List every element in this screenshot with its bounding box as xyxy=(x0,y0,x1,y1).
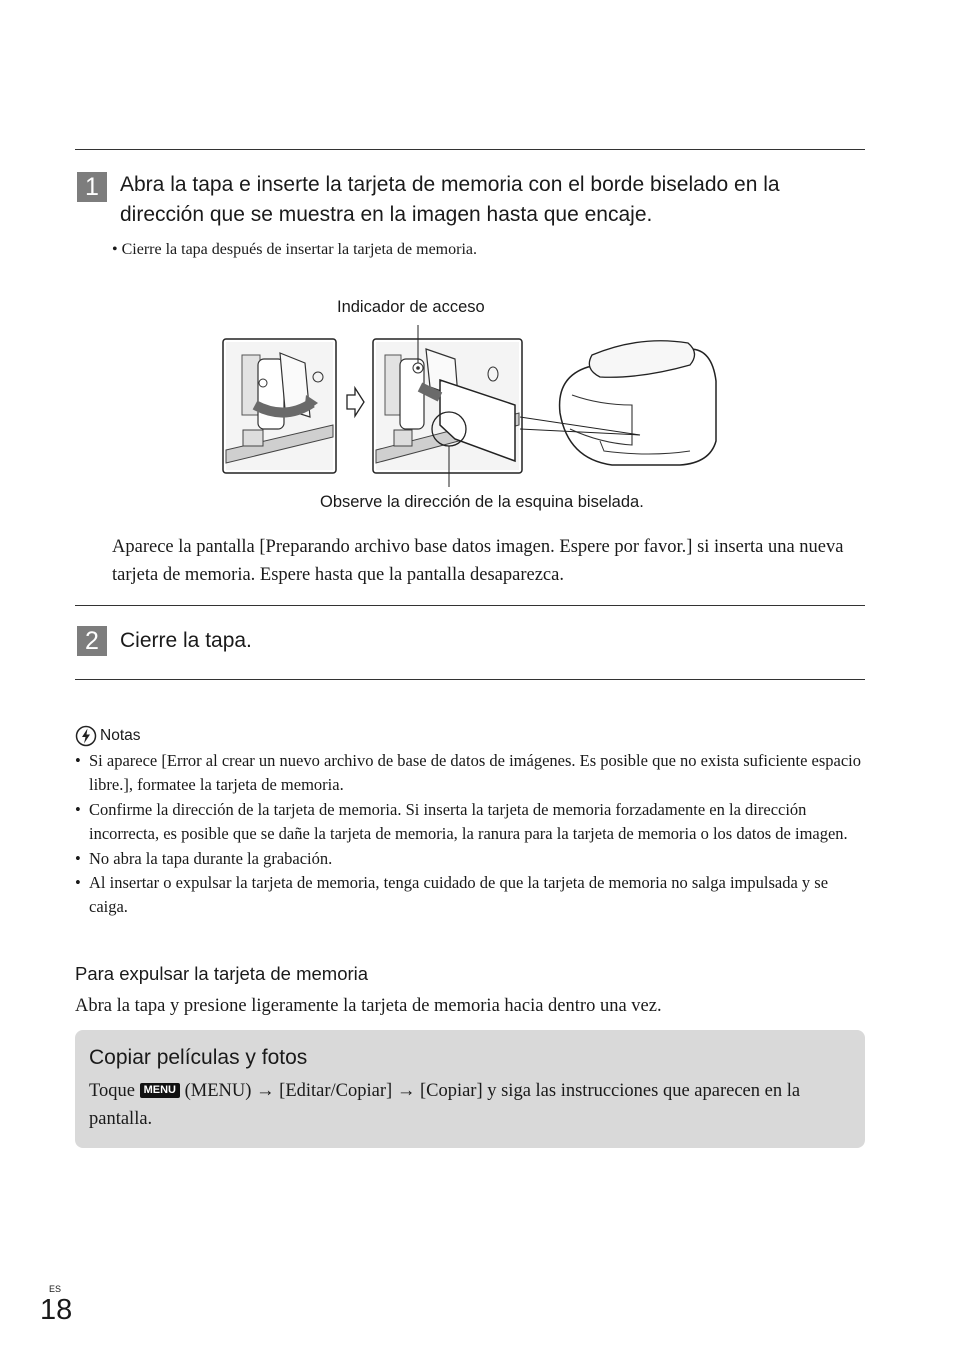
step-2-text: Cierre la tapa. xyxy=(120,629,252,652)
step-1-paragraph: Aparece la pantalla [Preparando archivo base datos imagen. Espere por favor.] si inserta una nueva tarjeta de memoria. Espere hasta que la pantalla desaparezca. xyxy=(112,537,844,585)
note-item: • No abra la tapa durante la grabación. xyxy=(75,847,865,871)
step-2-badge: 2 xyxy=(77,626,107,656)
step-1-bullet xyxy=(112,239,477,261)
step-1-text xyxy=(120,170,780,230)
step-2-rule xyxy=(75,605,865,606)
figure-label-access-indicator: Indicador de acceso xyxy=(337,298,485,316)
panel-insert-card xyxy=(373,339,522,473)
camcorder-illustration xyxy=(520,341,716,465)
copy-text-suffix: [Copiar] y siga las instrucciones que aparecen en la pantalla. xyxy=(89,1081,801,1129)
copy-box-title: Copiar películas y fotos xyxy=(89,1046,308,1069)
copy-text-menu: (MENU) xyxy=(184,1081,252,1101)
copy-text-edit: [Editar/Copiar] xyxy=(279,1081,393,1101)
note-item: • Si aparece [Error al crear un nuevo archivo de base de datos de imágenes. Es posible que no exista suficiente espacio libre.], formatee la tarjeta de memoria. xyxy=(75,749,865,798)
notes-list xyxy=(75,749,865,920)
arrow-right-icon: → xyxy=(396,1081,416,1101)
figure-label-bevel: Observe la dirección de la esquina biselada. xyxy=(320,493,644,511)
note-item: • Al insertar o expulsar la tarjeta de memoria, tenga cuidado de que la tarjeta de memoria no salga impulsada y se caiga. xyxy=(75,871,865,920)
step-1-line-1: Abra la tapa e inserte la tarjeta de memoria con el borde biselado en la xyxy=(120,173,780,196)
copy-text-prefix: Toque xyxy=(89,1081,135,1101)
caution-icon xyxy=(75,725,97,747)
bullet-dot: • xyxy=(112,241,118,258)
menu-icon: MENU xyxy=(140,1083,180,1098)
note-item: • Confirme la dirección de la tarjeta de memoria. Si inserta la tarjeta de memoria forzadamente en la dirección incorrecta, es posible que se dañe la tarjeta de memoria, la ranura para la tarjeta de memoria o los datos de imagen. xyxy=(75,798,865,847)
top-rule xyxy=(75,149,865,150)
arrow-right-icon: → xyxy=(256,1081,275,1101)
step-1-badge: 1 xyxy=(77,172,107,202)
notes-heading-text: Notas xyxy=(100,727,141,744)
eject-heading: Para expulsar la tarjeta de memoria xyxy=(75,963,369,984)
panel-cover-open xyxy=(223,339,336,473)
notes-heading xyxy=(75,724,141,748)
copy-box-text xyxy=(89,1077,854,1133)
step-2-bottom-rule xyxy=(75,679,865,680)
step-1-bullet-text: Cierre la tapa después de insertar la tarjeta de memoria. xyxy=(121,241,477,258)
page-number: 18 xyxy=(40,1294,73,1326)
sequence-arrow-icon xyxy=(347,388,364,416)
step-1-line-2: dirección que se muestra en la imagen hasta que encaje. xyxy=(120,203,653,226)
copy-box xyxy=(75,1030,865,1148)
language-code: ES xyxy=(49,1284,62,1294)
card-insertion-illustration xyxy=(0,325,954,505)
eject-text: Abra la tapa y presione ligeramente la tarjeta de memoria hacia dentro una vez. xyxy=(75,996,662,1016)
